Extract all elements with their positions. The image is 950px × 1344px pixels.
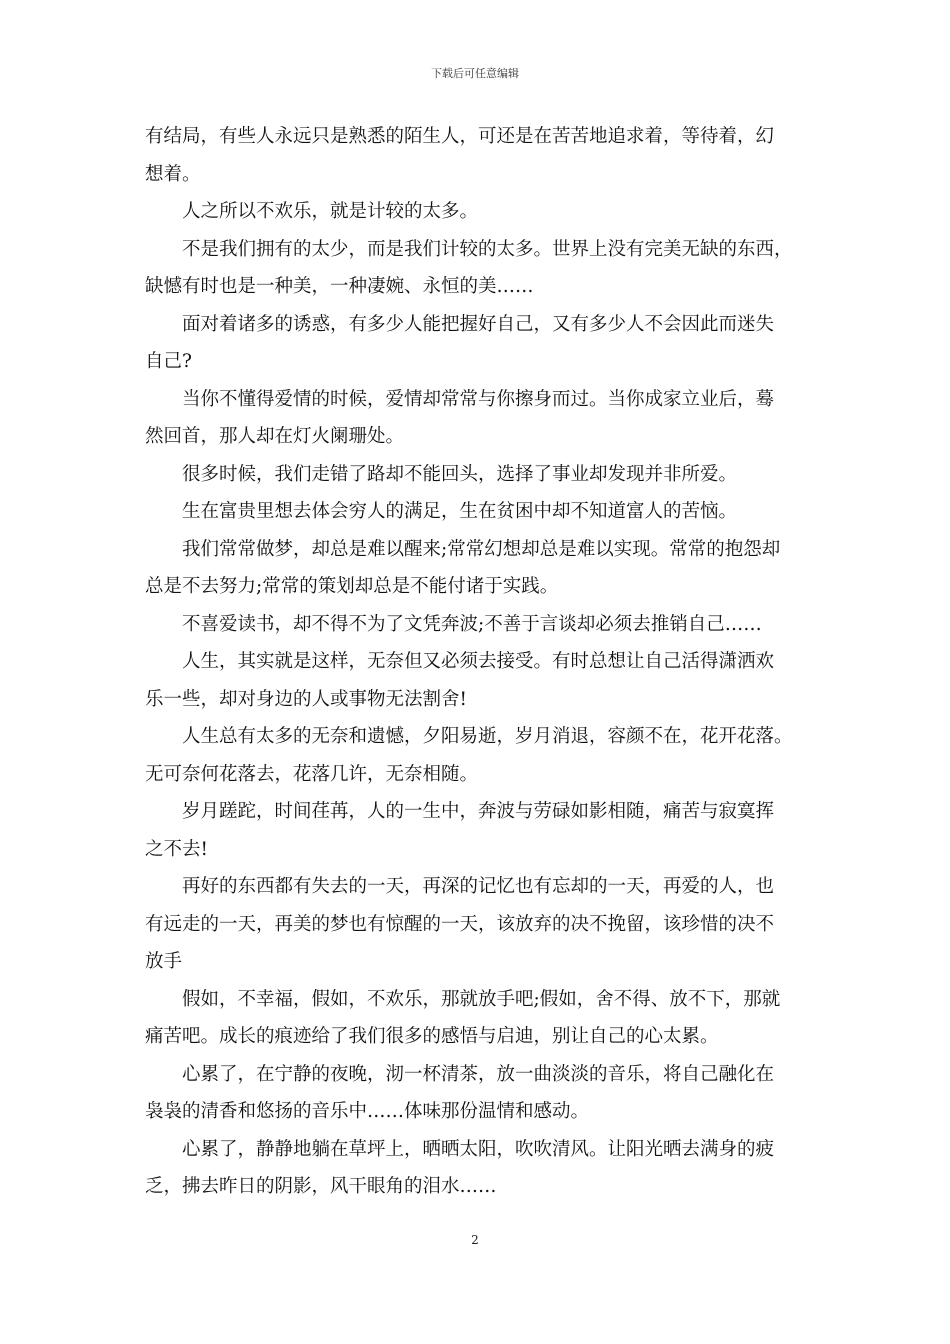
document-body [145,118,813,1206]
page-header: 下载后可任意编辑 [431,67,519,80]
paragraph-line: 我们常常做梦，却总是难以醒来;常常幻想却总是难以实现。常常的抱怨却 [182,538,781,560]
paragraph-line: 想着。 [145,163,201,185]
paragraph-line: 乐一些，却对身边的人或事物无法割舍! [145,688,467,710]
paragraph [145,718,813,793]
paragraph-line: 当你不懂得爱情的时候，爱情却常常与你擦身而过。当你成家立业后，蓦 [182,388,775,410]
paragraph [145,606,813,644]
paragraph-line: 痛苦吧。成长的痕迹给了我们很多的感悟与启迪，别让自己的心太累。 [145,1026,719,1047]
paragraph-line: 有结局，有些人永远只是熟悉的陌生人，可还是在苦苦地追求着，等待着，幻 [145,126,775,147]
paragraph-line: 之不去! [145,838,208,860]
paragraph [145,868,813,981]
paragraph-line: 不是我们拥有的太少，而是我们计较的太多。世界上没有完美无缺的东西， [182,238,793,260]
paragraph-line: 人之所以不欢乐，就是计较的太多。 [182,201,479,222]
paragraph-line: 自己? [145,351,192,372]
paragraph-line: 人生总有太多的无奈和遗憾，夕阳易逝，岁月消退，容颜不在，花开花落。 [182,726,793,747]
paragraph-line: 生在富贵里想去体会穷人的满足，生在贫困中却不知道富人的苦恼。 [182,501,738,522]
paragraph [145,643,813,718]
paragraph [145,231,813,306]
paragraph-line: 放手 [145,951,183,972]
paragraph-line: 缺憾有时也是一种美，一种凄婉、永恒的美…… [145,276,534,297]
paragraph-line: 总是不去努力;常常的策划却总是不能付诸于实践。 [145,576,559,597]
paragraph-line: 假如，不幸福，假如，不欢乐，那就放手吧;假如，舍不得、放不下，那就 [182,988,781,1010]
paragraph [145,981,813,1056]
paragraph [145,193,813,231]
paragraph [145,118,813,193]
paragraph-line: 人生，其实就是这样，无奈但又必须去接受。有时总想让自己活得潇洒欢 [182,651,775,672]
paragraph [145,1131,813,1206]
page-number: 2 [471,1233,479,1247]
paragraph [145,456,813,494]
paragraph-line: 袅袅的清香和悠扬的音乐中……体味那份温情和感动。 [145,1101,590,1122]
paragraph-line: 面对着诸多的诱惑，有多少人能把握好自己，又有多少人不会因此而迷失 [182,313,775,335]
paragraph-line: 岁月蹉跎，时间荏苒，人的一生中，奔波与劳碌如影相随，痛苦与寂寞挥 [182,801,775,822]
paragraph [145,306,813,381]
paragraph [145,381,813,456]
paragraph-line: 然回首，那人却在灯火阑珊处。 [145,426,405,447]
paragraph-line: 不喜爱读书，却不得不为了文凭奔波;不善于言谈却必须去推销自己…… [182,613,762,635]
paragraph-line: 乏，拂去昨日的阴影，风干眼角的泪水…… [145,1176,497,1197]
paragraph [145,493,813,531]
paragraph-line: 无可奈何花落去，花落几许，无奈相随。 [145,763,479,785]
paragraph-line: 再好的东西都有失去的一天，再深的记忆也有忘却的一天，再爱的人，也 [182,876,775,897]
paragraph [145,793,813,868]
paragraph [145,531,813,606]
paragraph [145,1056,813,1131]
paragraph-line: 心累了，静静地躺在草坪上，晒晒太阳，吹吹清风。让阳光晒去满身的疲 [182,1138,775,1160]
paragraph-line: 有远走的一天，再美的梦也有惊醒的一天，该放弃的决不挽留，该珍惜的决不 [145,913,775,935]
paragraph-line: 很多时候，我们走错了路却不能回头，选择了事业却发现并非所爱。 [182,463,738,485]
paragraph-line: 心累了，在宁静的夜晚，沏一杯清茶，放一曲淡淡的音乐，将自己融化在 [182,1063,775,1085]
